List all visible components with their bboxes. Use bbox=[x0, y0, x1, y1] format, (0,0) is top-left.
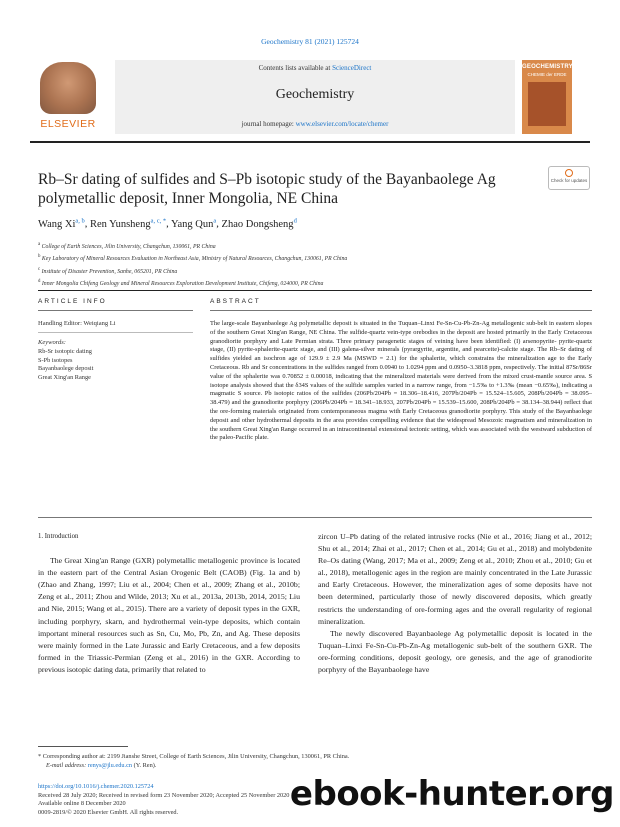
abstract-rule bbox=[210, 310, 592, 311]
abstract-end-rule bbox=[38, 517, 592, 518]
body-paragraph: The Great Xing'an Range (GXR) polymetallic metallogenic province is located in the eastern part of the Central Asian Orogenic Belt (CAOB) (Fig. 1a and b) (Zhao and Zhang, 1997; Liu et al., 2004; Chen et al., 2009; Zhang et al., 2010b; Zeng et al., 2011; Zhou and Wilde, 2013; Xu et al., 2013a, 2013b, 2014, 2015; Liu and Nie, 2015; Wang et al., 2015). There are a variety of deposit types in the GXR, including porphyry, skarn, and hydrothermal vein-type deposits, which contain important mineral resources such as Sn, Cu, Mo, Pb, Zn, and Ag. These deposits were mainly formed in the Late Jurassic and Early Cretaceous, and a few deposits formed in the Triassic-Permian (Zeng et al., 2016) in the GXR. According to previous isotopic dating data, primarily that related to bbox=[38, 556, 300, 674]
contents-prefix: Contents lists available at bbox=[258, 64, 333, 72]
keyword: Rb-Sr isotopic dating bbox=[38, 348, 92, 355]
affiliation-text: Inner Mongolia Chifeng Geology and Mineral Resources Exploration Development Institute, Chifeng, 024000, PR China bbox=[41, 281, 324, 288]
cover-photo bbox=[528, 82, 566, 126]
article-title: Rb–Sr dating of sulfides and S–Pb isotopic study of the Bayanbaolege Ag polymetallic deposit, Inner Mongolia, NE China bbox=[38, 171, 496, 207]
affiliation-marker: a bbox=[38, 242, 41, 247]
abstract-heading: ABSTRACT bbox=[210, 298, 261, 305]
journal-cover-image[interactable] bbox=[522, 60, 572, 134]
info-divider bbox=[38, 332, 193, 333]
affiliation-ref[interactable]: a, b bbox=[75, 217, 85, 224]
affiliation-marker: d bbox=[38, 279, 41, 285]
tree-emblem-icon bbox=[40, 62, 96, 114]
body-paragraph: The newly discovered Bayanbaolege Ag polymetallic deposit is located in the Tuquan–Linxi Fe-Sn-Cu-Pb-Zn-Ag metallogenic sub-belt of the southern GXR. The ore-forming conditions, deposit geology, ore genesis, and the age of granodiorite porphyry of the Bayanbaolege have bbox=[318, 628, 592, 675]
author[interactable] bbox=[38, 219, 85, 230]
article-info-heading: ARTICLE INFO bbox=[38, 298, 107, 305]
affiliation bbox=[38, 265, 578, 277]
sciencedirect-link[interactable]: ScienceDirect bbox=[332, 64, 372, 72]
check-for-updates-button[interactable] bbox=[548, 166, 590, 190]
header-rule bbox=[30, 141, 590, 143]
journal-header bbox=[30, 60, 590, 138]
keyword-list bbox=[38, 348, 93, 382]
author-list: Wang Xi$^{a, b}$, Ren Yunsheng$^{a, c, *}$, Yang Qun$^a$, Zhao Dongsheng$^d$ bbox=[38, 217, 297, 230]
footnote-rule bbox=[38, 746, 128, 747]
keyword: S-Pb isotopes bbox=[38, 356, 73, 364]
affiliation bbox=[38, 277, 578, 289]
keyword: Bayanbaolege deposit bbox=[38, 365, 94, 373]
homepage-prefix: journal homepage: bbox=[241, 120, 296, 128]
affiliation-text: Institute of Disaster Prevention, Sanhe, 065201, PR China bbox=[41, 268, 178, 275]
doi-link[interactable]: https://doi.org/10.1016/j.chemer.2020.125724 bbox=[38, 783, 154, 790]
affiliation-text: Key Laboratory of Mineral Resources Evaluation in Northeast Asia, Ministry of Natural Resources, Changchun, 130061, PR China bbox=[41, 256, 348, 263]
section-rule bbox=[38, 290, 592, 291]
author-name: Ren Yunsheng bbox=[90, 218, 151, 230]
author[interactable] bbox=[171, 219, 216, 230]
affiliation-ref[interactable]: a, c, * bbox=[150, 217, 167, 224]
author-name: Zhao Dongsheng bbox=[221, 218, 294, 230]
affiliations bbox=[38, 240, 578, 290]
cover-subtitle: CHEMIE der ERDE bbox=[527, 72, 567, 77]
affiliation-marker: c bbox=[38, 266, 41, 272]
article-info-rule bbox=[38, 310, 193, 311]
body-paragraph: zircon U–Pb dating of the related intrusive rocks (Nie et al., 2016; Jiang et al., 2012; Shu et al., 2014; Zhai et al., 2017; Chen et al., 2014; Gu et al., 2018) and molybdenite Re–Os dating (Wang, 2017; Ma et al., 2009; Zeng et al., 2010; Zhou et al., 2010; Gu et al., 2018), metallogenic ages in the region are mainly concentrated in the Late Jurassic and Early Cretaceous. However, the mineralization ages of some deposits have not been determined, particularly those of newly discovered deposits, which greatly restricts the understanding of ore-forming ages and the overall regularity of regional mineralization. bbox=[318, 532, 592, 626]
section-heading: 1. Introduction bbox=[38, 533, 79, 540]
received-dates: Received 28 July 2020; Received in revised form 23 November 2020; Accepted 25 November 2020 bbox=[38, 791, 290, 799]
affiliation-ref[interactable]: a bbox=[213, 217, 217, 224]
check-updates-icon bbox=[565, 169, 573, 177]
publisher-wordmark: ELSEVIER bbox=[40, 118, 96, 130]
affiliation-marker: b bbox=[38, 254, 41, 260]
author-name: Wang Xi bbox=[38, 218, 76, 230]
contents-line bbox=[115, 64, 515, 72]
affiliation-ref[interactable]: d bbox=[293, 217, 297, 224]
affiliation-text: College of Earth Sciences, Jilin University, Changchun, 130061, PR China bbox=[41, 243, 216, 250]
email-link[interactable]: renys@jlu.edu.cn bbox=[87, 762, 133, 769]
corresponding-address: * Corresponding author at: 2199 Jianshe Street, College of Earth Sciences, Jilin University, Changchun, 130061, PR China. bbox=[38, 753, 350, 760]
copyright: 0009-2819/© 2020 Elsevier GmbH. All rights reserved. bbox=[38, 808, 179, 816]
email-label: E-mail address: bbox=[46, 762, 88, 769]
journal-citation[interactable]: Geochemistry 81 (2021) 125724 bbox=[261, 37, 359, 46]
author[interactable] bbox=[222, 219, 297, 230]
email-suffix: (Y. Ren). bbox=[132, 762, 157, 769]
keywords-label: Keywords: bbox=[38, 339, 66, 346]
affiliation bbox=[38, 252, 578, 264]
homepage-link[interactable]: www.elsevier.com/locate/chemer bbox=[295, 120, 389, 128]
author-name: Yang Qun bbox=[170, 218, 214, 230]
check-updates-label: Check for updates bbox=[550, 178, 588, 183]
author[interactable] bbox=[90, 219, 166, 230]
cover-title: GEOCHEMISTRY bbox=[522, 64, 573, 70]
abstract-text: The large-scale Bayanbaolege Ag polymetallic deposit is situated in the Tuquan–Linxi Fe-Sn-Cu-Pb-Zn-Ag metallogenic sub-belt in eastern slopes of the southern Great Xing'an Range, NE China. The sulfide-quartz vein-type orebodies in the deposit are hosted primarily in the Early Cretaceous granodiorite porphyry and Late Permian strata. Three primary paragenetic stages of veining have been identified: (I) arsenopyrite- pyrite-quartz stage, (II) pyrite-sphalerite-quartz stage, and (III) galena-silver minerals (pyrargyrite, argentite, and pearceite)-calcite stage. The Rb–Sr dating of sulfides yielded an isochron age of 129.9 ± 2.9 Ma (MSWD = 2.1) for the sphalerite, which constrains the mineralization age to the Early Cretaceous. Rb and Sr concentrations in the sulfides ranged from 0.0940 to 1.0294 ppm and 0.0950–3.3818 ppm, respectively. The initial 87Sr/86Sr value of the sphalerite was 0.70852 ± 0.00018, indicating that the mineralized materials were derived from the mixed crust-mantle source area. S isotope analysis showed that the δ34S values of the sulfide samples varied in a narrow range, from −1.5‰ to +1.3‰ (mean −0.65‰), indicating a magmatic S source. Pb isotopic ratios of the sulfides (206Pb/204Pb = 18.306–18.416, 207Pb/204Pb = 15.524–15.605, 208Pb/204Pb = 38.095–38.479) and the granodiorite porphyry (206Pb/204Pb = 18.341–18.933, 207Pb/204Pb = 15.539–15.600, 208Pb/204Pb = 38.134–38.944) reflect that the ore-forming materials originated from contemporaneous magma with Early Cretaceous granodiorite porphyry. This study of the Bayanbaolege deposit and other hydrothermal deposits in the area provides compelling evidence that the widespread Mesozoic magmatism and mineralization in the southern Great Xing'an Range occurred in an intracontinental extensional tectonic setting, which was associated with the westward subduction of the paleo-Pacific plate. bbox=[210, 320, 592, 442]
available-online: Available online 8 December 2020 bbox=[38, 800, 126, 808]
affiliation bbox=[38, 240, 578, 252]
intro-left-column bbox=[38, 531, 300, 676]
masthead bbox=[115, 60, 515, 134]
corresponding-author-footnote bbox=[38, 752, 592, 770]
watermark-text: ebook-hunter.org bbox=[289, 774, 614, 814]
handling-editor: Handling Editor: Weiqiang Li bbox=[38, 320, 116, 327]
journal-name: Geochemistry bbox=[275, 87, 355, 102]
intro-right-column bbox=[318, 531, 592, 676]
email-line bbox=[38, 761, 592, 770]
homepage-line bbox=[115, 120, 515, 128]
keyword: Great Xing'an Range bbox=[38, 373, 91, 381]
elsevier-logo[interactable] bbox=[34, 60, 102, 134]
